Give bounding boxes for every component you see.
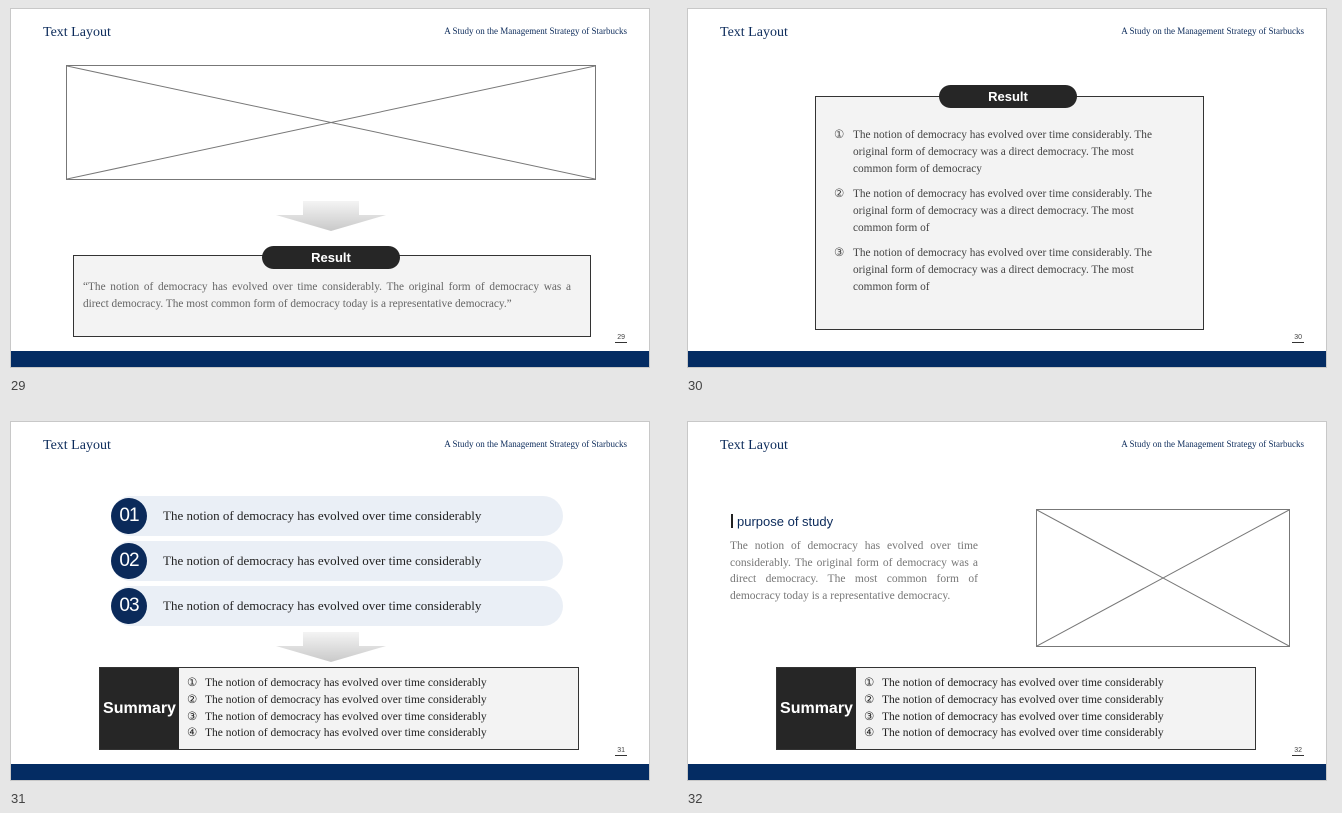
summary-item xyxy=(864,709,1164,726)
list-item-text: The notion of democracy has evolved over time considerably. The original form of democracy was a direct democracy. The most common form of xyxy=(853,188,1152,234)
image-placeholder xyxy=(1036,509,1290,647)
result-pill: Result xyxy=(939,85,1077,108)
page-number: 29 xyxy=(617,334,625,341)
footer-bar xyxy=(688,351,1326,367)
slide-title: Text Layout xyxy=(43,438,111,453)
list-marker: ① xyxy=(834,129,845,141)
page-number: 31 xyxy=(617,747,625,754)
list-marker: ① xyxy=(864,677,875,689)
slide-subtitle: A Study on the Management Strategy of Starbucks xyxy=(444,439,627,449)
summary-box xyxy=(99,667,579,750)
summary-item-text: The notion of democracy has evolved over time considerably xyxy=(882,727,1164,740)
step-row xyxy=(111,541,563,581)
slide-thumbnail-30[interactable] xyxy=(687,8,1327,368)
summary-item-text: The notion of democracy has evolved over time considerably xyxy=(205,727,487,740)
list-item xyxy=(834,186,1165,237)
slide-number-label: 30 xyxy=(688,378,703,393)
page-number: 32 xyxy=(1294,747,1302,754)
step-text: The notion of democracy has evolved over time considerably xyxy=(163,598,482,613)
summary-item-text: The notion of democracy has evolved over time considerably xyxy=(882,710,1164,723)
step-row xyxy=(111,586,563,626)
result-quote: “The notion of democracy has evolved over time considerably. The original form of democracy was a direct democracy. The most common form of democracy today is a representative democracy.” xyxy=(83,281,571,310)
slide-title: Text Layout xyxy=(720,438,788,453)
summary-item-text: The notion of democracy has evolved over time considerably xyxy=(205,677,487,689)
list-item-text: The notion of democracy has evolved over time considerably. The original form of democracy was a direct democracy. The most common form of democracy xyxy=(853,129,1152,175)
section-heading xyxy=(731,514,833,529)
heading-bar-icon xyxy=(731,514,733,528)
list-marker: ④ xyxy=(864,727,875,740)
image-placeholder xyxy=(66,65,596,180)
summary-item xyxy=(187,675,487,692)
slide-number-label: 29 xyxy=(11,378,26,393)
list-item-text: The notion of democracy has evolved over time considerably. The original form of democracy was a direct democracy. The most common form of xyxy=(853,247,1152,293)
step-number-badge: 02 xyxy=(111,543,147,579)
slide-title: Text Layout xyxy=(43,25,111,40)
slide-subtitle: A Study on the Management Strategy of Starbucks xyxy=(1121,26,1304,36)
list-marker: ① xyxy=(187,677,198,689)
section-heading-text: purpose of study xyxy=(737,514,834,529)
summary-item xyxy=(187,725,487,742)
list-marker: ② xyxy=(834,188,845,200)
summary-box xyxy=(776,667,1256,750)
summary-label: Summary xyxy=(777,668,856,749)
slide-thumbnail-29[interactable] xyxy=(10,8,650,368)
slide-subtitle: A Study on the Management Strategy of Starbucks xyxy=(1121,439,1304,449)
down-arrow-icon xyxy=(276,632,386,662)
result-pill: Result xyxy=(262,246,400,269)
step-number-badge: 01 xyxy=(111,498,147,534)
summary-item xyxy=(187,709,487,726)
list-item xyxy=(834,245,1165,296)
numbered-list xyxy=(834,127,1165,304)
step-text: The notion of democracy has evolved over time considerably xyxy=(163,508,482,523)
footer-bar xyxy=(11,764,649,780)
summary-item-text: The notion of democracy has evolved over time considerably xyxy=(882,693,1164,706)
list-marker: ③ xyxy=(187,710,198,723)
summary-item-text: The notion of democracy has evolved over time considerably xyxy=(882,677,1164,689)
summary-label: Summary xyxy=(100,668,179,749)
page-number: 30 xyxy=(1294,334,1302,341)
list-marker: ② xyxy=(187,693,198,706)
list-marker: ② xyxy=(864,693,875,706)
summary-list xyxy=(864,675,1164,742)
summary-item xyxy=(864,692,1164,709)
summary-list xyxy=(187,675,487,742)
slide-thumbnail-32[interactable] xyxy=(687,421,1327,781)
step-text: The notion of democracy has evolved over time considerably xyxy=(163,553,482,568)
slide-thumbnail-31[interactable] xyxy=(10,421,650,781)
slide-number-label: 32 xyxy=(688,791,703,806)
summary-item xyxy=(187,692,487,709)
list-marker: ④ xyxy=(187,727,198,740)
summary-item-text: The notion of democracy has evolved over time considerably xyxy=(205,710,487,723)
footer-bar xyxy=(11,351,649,367)
summary-item-text: The notion of democracy has evolved over time considerably xyxy=(205,693,487,706)
list-marker: ③ xyxy=(834,247,845,259)
summary-item xyxy=(864,725,1164,742)
slide-title: Text Layout xyxy=(720,25,788,40)
list-item xyxy=(834,127,1165,178)
body-paragraph: The notion of democracy has evolved over time considerably. The original form of democracy was a direct democracy. The most common form of democracy today is a representative democracy. xyxy=(730,540,978,602)
summary-item xyxy=(864,675,1164,692)
step-row xyxy=(111,496,563,536)
slide-subtitle: A Study on the Management Strategy of Starbucks xyxy=(444,26,627,36)
slide-number-label: 31 xyxy=(11,791,26,806)
list-marker: ③ xyxy=(864,710,875,723)
footer-bar xyxy=(688,764,1326,780)
result-box xyxy=(815,96,1204,330)
down-arrow-icon xyxy=(276,201,386,231)
step-number-badge: 03 xyxy=(111,588,147,624)
